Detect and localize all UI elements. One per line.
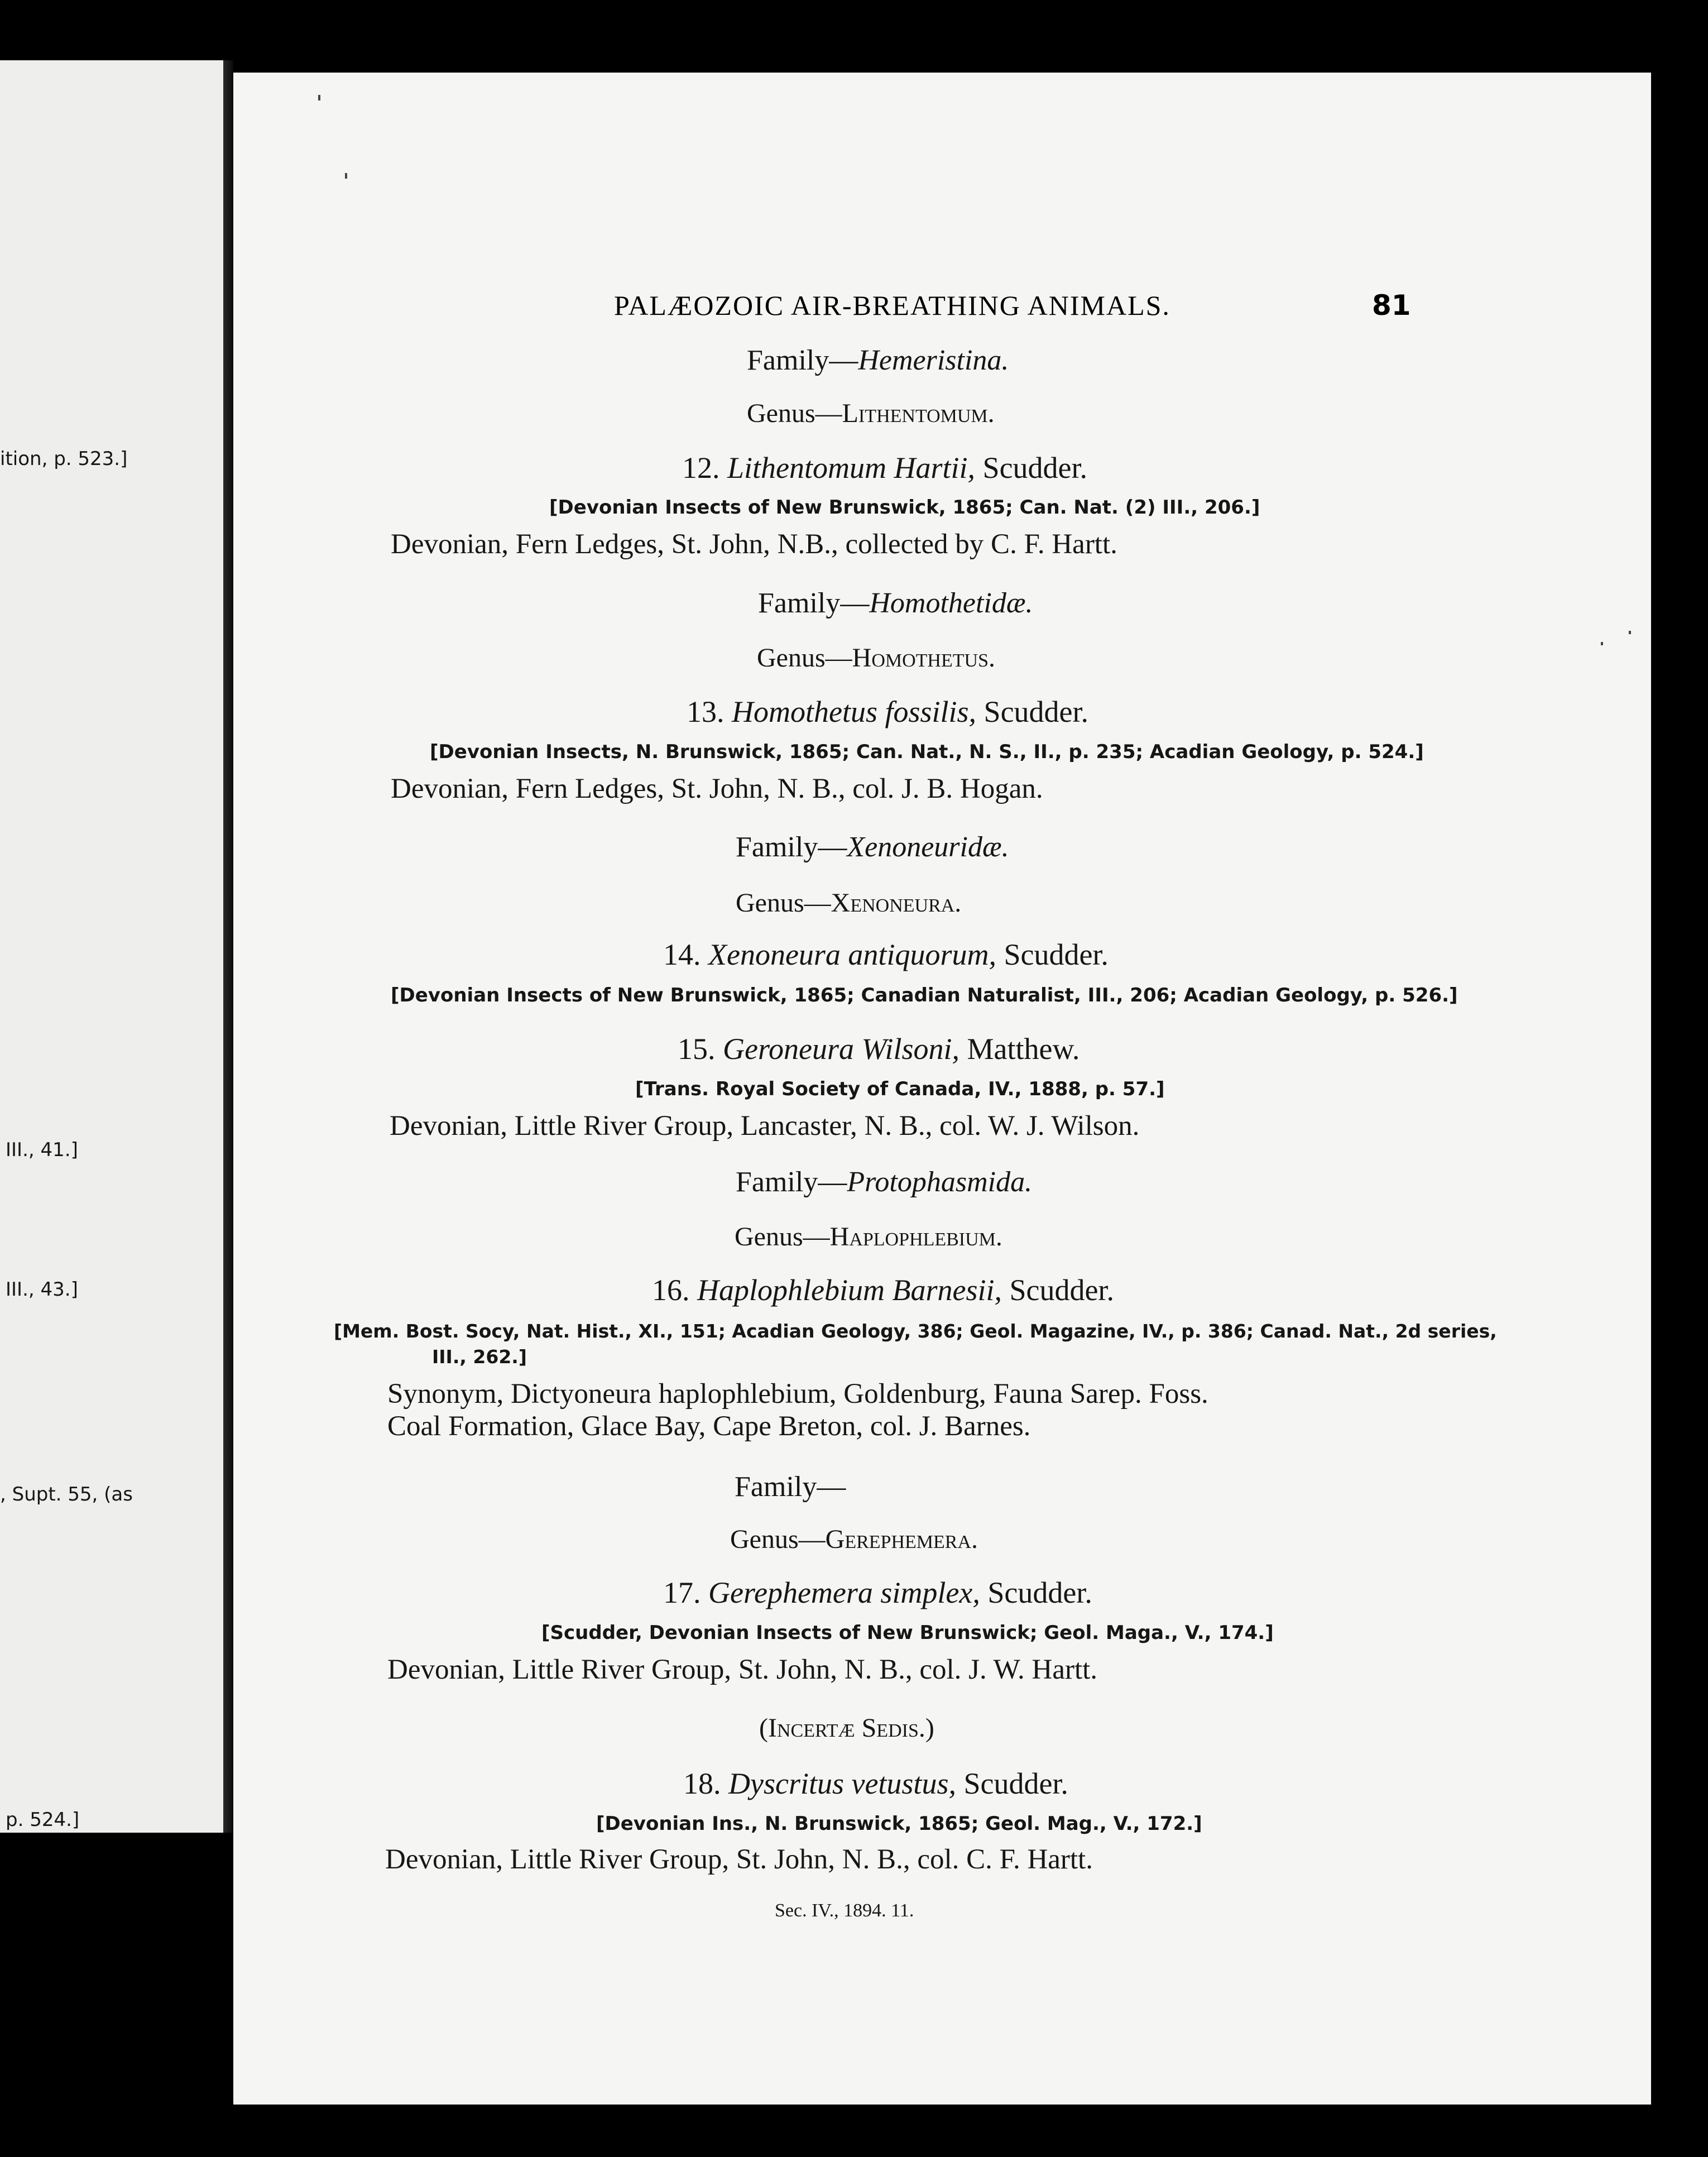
genus-name: Lithentomum. [842, 399, 995, 428]
scan-speck [1629, 631, 1631, 634]
left-page-fragment: III., 41.] [6, 1139, 78, 1161]
family-heading [736, 1168, 1032, 1197]
species-number: 17. [663, 1576, 701, 1609]
species-name: Gerephemera simplex, [708, 1576, 980, 1609]
genus-prefix: Genus— [747, 399, 842, 428]
species-author: Scudder. [963, 1767, 1068, 1800]
species-name: Haplophlebium Barnesii, [697, 1273, 1002, 1307]
species-author: Scudder. [983, 695, 1089, 728]
scan-speck [318, 95, 320, 100]
page-number: 81 [1372, 289, 1411, 322]
genus-heading [730, 1526, 978, 1553]
left-page-fragment: p. 524.] [6, 1809, 80, 1831]
species-locality: Devonian, Little River Group, Lancaster, N. B., col. W. J. Wilson. [390, 1110, 1140, 1142]
species-author: Matthew. [967, 1032, 1080, 1066]
species-locality: Devonian, Fern Ledges, St. John, N. B., col. J. B. Hogan. [391, 773, 1043, 804]
species-author: Scudder. [982, 451, 1088, 485]
species-name: Geroneura Wilsoni, [723, 1032, 959, 1066]
species-entry [687, 697, 1088, 727]
species-reference: [Mem. Bost. Socy, Nat. Hist., XI., 151; Acadian Geology, 386; Geol. Magazine, IV., p. 386; Canad. Nat., 2d series, [334, 1320, 1497, 1342]
species-locality: Devonian, Little River Group, St. John, N. B., col. J. W. Hartt. [387, 1654, 1098, 1685]
species-entry [683, 1768, 1068, 1799]
genus-prefix: Genus— [757, 643, 852, 673]
family-prefix: Family— [735, 1471, 846, 1503]
left-page [0, 60, 223, 1833]
family-heading [758, 589, 1033, 618]
genus-prefix: Genus— [736, 888, 831, 918]
species-synonym: Synonym, Dictyoneura haplophlebium, Goldenburg, Fauna Sarep. Foss. [387, 1378, 1208, 1410]
genus-heading [736, 890, 961, 917]
species-number: 18. [683, 1767, 721, 1800]
family-name: Hemeristina. [858, 344, 1009, 376]
species-name: Xenoneura antiquorum, [708, 938, 996, 971]
family-heading [735, 1473, 846, 1502]
species-reference: [Devonian Ins., N. Brunswick, 1865; Geol. Mag., V., 172.] [596, 1813, 1202, 1835]
species-reference: [Scudder, Devonian Insects of New Brunswick; Geol. Maga., V., 174.] [541, 1622, 1274, 1644]
family-prefix: Family— [736, 831, 847, 863]
species-locality: Devonian, Little River Group, St. John, N. B., col. C. F. Hartt. [385, 1844, 1093, 1875]
species-reference-continued: III., 262.] [432, 1346, 527, 1368]
species-author: Scudder. [1009, 1273, 1114, 1307]
species-name: Lithentomum Hartii, [727, 451, 976, 485]
species-reference: [Devonian Insects, N. Brunswick, 1865; Can. Nat., N. S., II., p. 235; Acadian Geology, p. 524.] [430, 741, 1424, 763]
genus-heading [757, 645, 995, 672]
genus-heading [735, 1224, 1002, 1250]
species-number: 14. [663, 938, 701, 971]
family-heading [736, 833, 1009, 862]
species-name: Dyscritus vetustus, [728, 1767, 956, 1800]
species-number: 16. [652, 1273, 690, 1307]
incertae-sedis-heading: (Incertæ Sedis.) [759, 1713, 934, 1743]
genus-name: Haplophlebium. [829, 1222, 1002, 1252]
scan-speck [345, 173, 347, 179]
genus-name: Xenoneura. [831, 888, 962, 918]
scan-speck [1601, 642, 1603, 645]
species-entry [663, 940, 1109, 970]
family-prefix: Family— [747, 344, 858, 376]
species-entry [652, 1275, 1114, 1305]
signature-mark: Sec. IV., 1894. 11. [775, 1900, 914, 1921]
left-page-fragment: ition, p. 523.] [0, 448, 128, 470]
left-page-fragment: , Supt. 55, (as [0, 1483, 133, 1506]
species-name: Homothetus fossilis, [732, 695, 977, 728]
family-heading [747, 346, 1009, 375]
genus-name: Gerephemera. [825, 1525, 978, 1554]
family-name: Protophasmida. [847, 1166, 1033, 1198]
family-prefix: Family— [758, 587, 870, 619]
species-entry [663, 1578, 1092, 1608]
species-number: 15. [678, 1032, 716, 1066]
species-number: 13. [687, 695, 725, 728]
species-reference: [Devonian Insects of New Brunswick, 1865; Can. Nat. (2) III., 206.] [549, 496, 1260, 519]
species-author: Scudder. [987, 1576, 1092, 1609]
species-entry [678, 1034, 1080, 1064]
genus-heading [747, 400, 995, 427]
page-fold [223, 60, 233, 1833]
species-locality: Coal Formation, Glace Bay, Cape Breton, col. J. Barnes. [387, 1411, 1031, 1442]
species-author: Scudder. [1004, 938, 1109, 971]
species-reference: [Devonian Insects of New Brunswick, 1865; Canadian Naturalist, III., 206; Acadian Geology, p. 526.] [391, 984, 1458, 1006]
family-name: Homothetidæ. [869, 587, 1033, 619]
family-prefix: Family— [736, 1166, 847, 1198]
left-page-fragment: III., 43.] [6, 1278, 78, 1301]
book-page [233, 73, 1651, 2105]
running-title: PALÆOZOIC AIR-BREATHING ANIMALS. [614, 290, 1170, 321]
species-entry [682, 453, 1087, 483]
species-number: 12. [682, 451, 720, 485]
species-reference: [Trans. Royal Society of Canada, IV., 1888, p. 57.] [635, 1078, 1165, 1100]
genus-prefix: Genus— [735, 1222, 830, 1252]
genus-name: Homothetus. [852, 643, 995, 673]
species-locality: Devonian, Fern Ledges, St. John, N.B., collected by C. F. Hartt. [391, 529, 1117, 560]
family-name: Xenoneuridæ. [847, 831, 1009, 863]
genus-prefix: Genus— [730, 1525, 826, 1554]
